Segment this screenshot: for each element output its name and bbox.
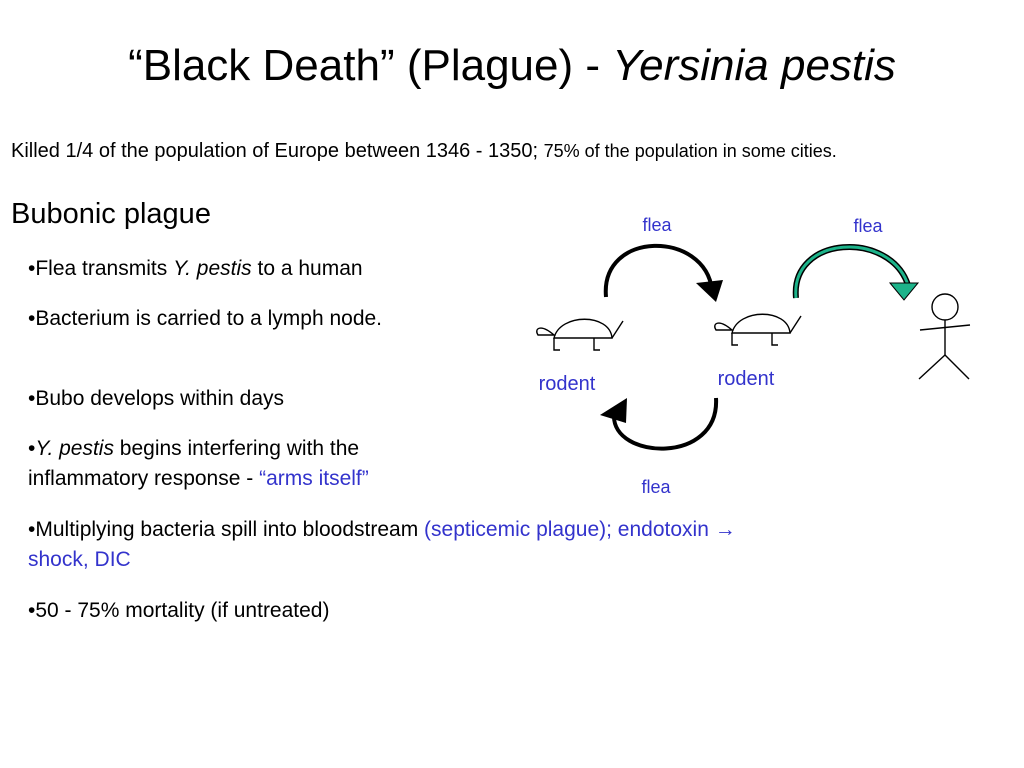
rodent-label-right: rodent <box>717 368 775 390</box>
transmission-diagram <box>520 205 1000 505</box>
title-species: Yersinia pestis <box>612 41 896 90</box>
title-main: “Black Death” (Plague) - <box>128 41 613 90</box>
septicemic-text: (septicemic plague); endotoxin <box>424 518 715 541</box>
shock-dic-text: shock, DIC <box>28 548 131 571</box>
rodent-label-left: rodent <box>538 373 596 395</box>
species-name: Y. pestis <box>35 437 114 460</box>
flea-label-bottom: flea <box>641 477 671 497</box>
bullet-bubo: •Bubo develops within days <box>28 387 285 410</box>
right-arrow-icon: → <box>714 518 736 541</box>
bullet-text: •Multiplying bacteria spill into bloodstream <box>28 518 425 541</box>
page-title <box>0 38 1024 94</box>
flea-arrow-top-left <box>606 246 712 297</box>
bullet-mark: • <box>28 257 36 280</box>
flea-arrow-top-right-outline <box>796 247 908 298</box>
bullet-mark: • <box>28 437 36 460</box>
section-heading: Bubonic plague <box>11 198 211 230</box>
arrowhead-icon <box>696 280 723 302</box>
intro-text <box>11 138 1011 165</box>
bullet-mortality: •50 - 75% mortality (if untreated) <box>28 599 330 622</box>
arms-itself-text: “arms itself” <box>259 467 369 490</box>
flea-label-top-right: flea <box>853 216 883 236</box>
bullet-lymph-node: •Bacterium is carried to a lymph node. <box>28 307 383 330</box>
bullet-text: begins interfering with the inflammatory response - <box>28 437 360 490</box>
bullet-text: Flea transmits <box>35 257 174 280</box>
intro-small: 75% of the population in some cities. <box>543 141 837 161</box>
rodent-left-icon <box>537 319 623 350</box>
bullet-text: to a human <box>251 257 363 280</box>
bullet-inflammatory <box>28 434 458 494</box>
flea-arrow-bottom <box>614 398 716 449</box>
human-icon <box>919 294 970 379</box>
flea-label-top-left: flea <box>642 215 672 235</box>
species-name: Y. pestis <box>173 257 252 280</box>
intro-main: Killed 1/4 of the population of Europe between 1346 - 1350; <box>11 140 544 162</box>
bullet-septicemic <box>28 515 768 575</box>
rodent-right-icon <box>715 314 801 345</box>
bullet-flea-transmits <box>28 254 363 284</box>
arrowhead-green-icon <box>890 283 918 300</box>
